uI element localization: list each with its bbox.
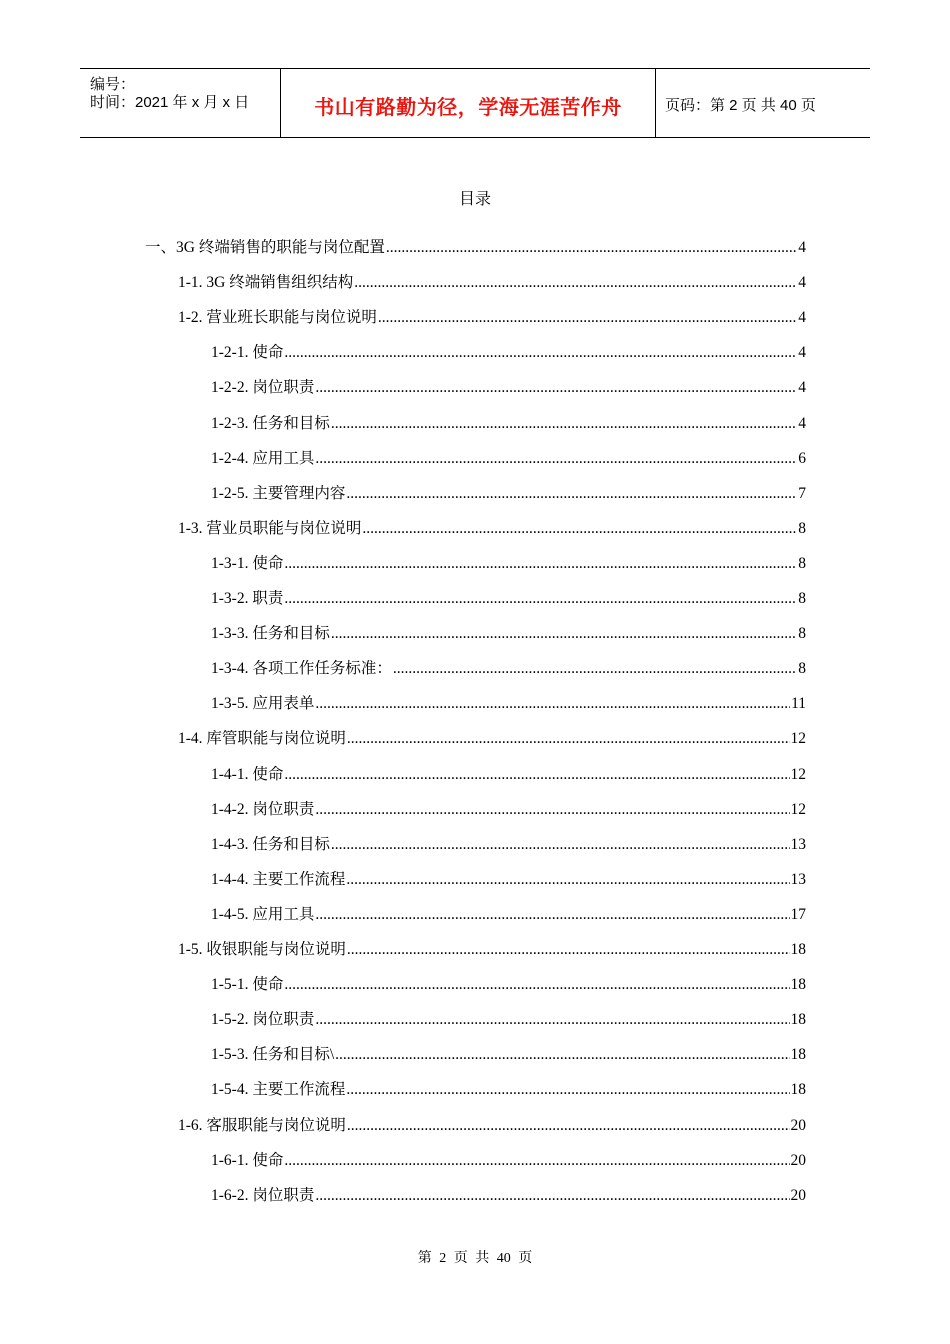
toc-entry[interactable] (211, 656, 806, 678)
toc-entry-page-number: 8 (798, 660, 806, 678)
toc-entry-text: 1-4-3. 任务和目标 (211, 835, 330, 853)
toc-entry-page-number: 4 (798, 344, 806, 362)
header-left-cell (80, 69, 280, 137)
toc-entry[interactable] (211, 972, 806, 994)
time-label: 时间：2021 年 x 月 x 日 (90, 94, 250, 111)
toc-leader-dots (331, 836, 790, 854)
toc-entry[interactable] (211, 1042, 806, 1064)
toc-entry-page-number: 4 (798, 274, 806, 292)
toc-entry-text: 1-3-4. 各项工作任务标准： (211, 660, 392, 678)
toc-entry[interactable] (211, 551, 806, 573)
toc-leader-dots (346, 485, 797, 503)
toc-entry-page-number: 7 (798, 484, 806, 502)
toc-entry-text: 1-5. 收银职能与岗位说明 (178, 941, 346, 958)
toc-entry-page-number: 8 (798, 625, 806, 643)
toc-entry[interactable] (178, 1113, 806, 1135)
toc-leader-dots (346, 1081, 789, 1099)
toc-leader-dots (315, 379, 797, 397)
toc-entry-text: 1-4-1. 使命 (211, 765, 284, 783)
toc-entry-page-number: 4 (798, 379, 806, 397)
toc-entry[interactable] (178, 305, 806, 327)
toc-entry[interactable] (211, 1077, 806, 1099)
toc-entry-page-number: 11 (791, 695, 806, 713)
toc-leader-dots (331, 625, 797, 643)
toc-entry-page-number: 12 (790, 730, 806, 748)
page-footer: 第 2 页 共 40 页 (417, 1251, 533, 1266)
number-label: 编号： (90, 76, 136, 93)
toc-leader-dots (284, 590, 797, 608)
toc-entry[interactable] (211, 375, 806, 397)
toc-entry[interactable] (145, 235, 806, 257)
toc-entry-page-number: 20 (790, 1186, 806, 1204)
toc-entry-text: 1-5-2. 岗位职责 (211, 1011, 315, 1029)
toc-entry[interactable] (211, 762, 806, 784)
toc-entry[interactable] (178, 270, 806, 292)
toc-entry[interactable] (211, 1183, 806, 1205)
toc-entry-text: 1-3-5. 应用表单 (211, 695, 315, 713)
toc-entry-text: 1-5-1. 使命 (211, 976, 284, 994)
toc-entry-page-number: 4 (798, 309, 806, 327)
toc-leader-dots (284, 976, 789, 994)
toc-entry-page-number: 4 (798, 239, 806, 256)
toc-entry[interactable] (178, 937, 806, 959)
toc-leader-dots (315, 695, 790, 713)
toc-entry-text: 1-4-2. 岗位职责 (211, 800, 315, 818)
toc-leader-dots (331, 415, 797, 433)
toc-entry-page-number: 18 (790, 976, 806, 994)
toc-entry[interactable] (178, 516, 806, 538)
toc-entry[interactable] (211, 446, 806, 468)
toc-entry-page-number: 18 (790, 1081, 806, 1099)
toc-leader-dots (315, 1011, 789, 1029)
toc-entry-text: 1-2. 营业班长职能与岗位说明 (178, 309, 377, 327)
toc-entry-text: 1-3-3. 任务和目标 (211, 625, 330, 643)
toc-entry-text: 1-2-4. 应用工具 (211, 449, 315, 467)
toc-leader-dots (315, 1187, 789, 1205)
toc-entry-page-number: 8 (798, 554, 806, 572)
toc-entry[interactable] (211, 586, 806, 608)
toc-entry[interactable] (211, 411, 806, 433)
toc-entry-text: 1-4. 库管职能与岗位说明 (178, 730, 346, 748)
toc-entry[interactable] (211, 340, 806, 362)
toc-leader-dots (393, 660, 797, 678)
toc-entry-text: 1-6-1. 使命 (211, 1151, 284, 1169)
toc-entry-text: 1-2-5. 主要管理内容 (211, 484, 346, 502)
toc-leader-dots (347, 941, 790, 959)
toc-entry[interactable] (178, 726, 806, 748)
toc-entry-page-number: 8 (798, 519, 806, 537)
toc-entry[interactable] (211, 481, 806, 503)
document-header (80, 68, 870, 138)
toc-leader-dots (347, 1117, 790, 1135)
toc-leader-dots (284, 344, 797, 362)
toc-leader-dots (284, 766, 789, 784)
toc-leader-dots (315, 450, 797, 468)
toc-entry-page-number: 17 (790, 905, 806, 923)
toc-entry[interactable] (211, 691, 806, 713)
toc-entry[interactable] (211, 867, 806, 889)
toc-entry-text: 1-3. 营业员职能与岗位说明 (178, 519, 362, 537)
toc-leader-dots (284, 555, 797, 573)
toc-entry-text: 一、3G 终端销售的职能与岗位配置 (145, 239, 385, 256)
toc-entry-page-number: 4 (798, 414, 806, 432)
toc-entry-page-number: 13 (790, 870, 806, 888)
toc-entry-text: 1-5-4. 主要工作流程 (211, 1081, 346, 1099)
toc-entry[interactable] (211, 902, 806, 924)
toc-entry[interactable] (211, 621, 806, 643)
header-page-info: 页码：第 2 页 共 40 页 (665, 97, 816, 114)
toc-entry-page-number: 18 (790, 1046, 806, 1064)
toc-entry[interactable] (211, 1148, 806, 1170)
toc-leader-dots (347, 730, 790, 748)
toc-entry-page-number: 12 (790, 765, 806, 783)
toc-entry-page-number: 13 (790, 835, 806, 853)
toc-leader-dots (378, 309, 797, 327)
toc-leader-dots (354, 274, 797, 292)
toc-entry[interactable] (211, 1007, 806, 1029)
toc-entry-page-number: 8 (798, 590, 806, 607)
toc-entry-text: 1-2-3. 任务和目标 (211, 414, 330, 432)
toc-entry-page-number: 20 (790, 1116, 806, 1134)
toc-entry-page-number: 18 (790, 941, 806, 958)
toc-entry-text: 1-2-2. 岗位职责 (211, 379, 315, 397)
toc-entry-text: 1-6. 客服职能与岗位说明 (178, 1116, 346, 1134)
toc-entry[interactable] (211, 832, 806, 854)
toc-leader-dots (284, 1152, 789, 1170)
toc-entry-page-number: 20 (790, 1151, 806, 1169)
toc-entry-text: 1-2-1. 使命 (211, 344, 284, 362)
toc-entry-page-number: 12 (790, 800, 806, 818)
toc-leader-dots (335, 1046, 789, 1064)
toc-entry-text: 1-3-1. 使命 (211, 554, 284, 572)
motto: 书山有路勤为径，学海无涯苦作舟 (314, 95, 622, 119)
toc-entry-text: 1-4-4. 主要工作流程 (211, 870, 346, 888)
toc-entry-text: 1-5-3. 任务和目标\ (211, 1046, 335, 1064)
toc-leader-dots (346, 871, 789, 889)
toc-title: 目录 (458, 191, 491, 208)
toc-entry-text: 1-3-2. 职责 (211, 590, 284, 607)
toc-entry[interactable] (211, 797, 806, 819)
header-middle-cell (280, 69, 656, 137)
toc-leader-dots (315, 906, 789, 924)
toc-entry-page-number: 18 (790, 1011, 806, 1029)
toc-leader-dots (362, 520, 797, 538)
header-right-cell (655, 69, 870, 137)
toc-entry-text: 1-4-5. 应用工具 (211, 905, 315, 923)
toc-entry-text: 1-6-2. 岗位职责 (211, 1186, 315, 1204)
toc-leader-dots (386, 239, 797, 257)
toc-leader-dots (315, 801, 789, 819)
toc-entry-page-number: 6 (798, 449, 806, 467)
toc-entry-text: 1-1. 3G 终端销售组织结构 (178, 274, 354, 292)
